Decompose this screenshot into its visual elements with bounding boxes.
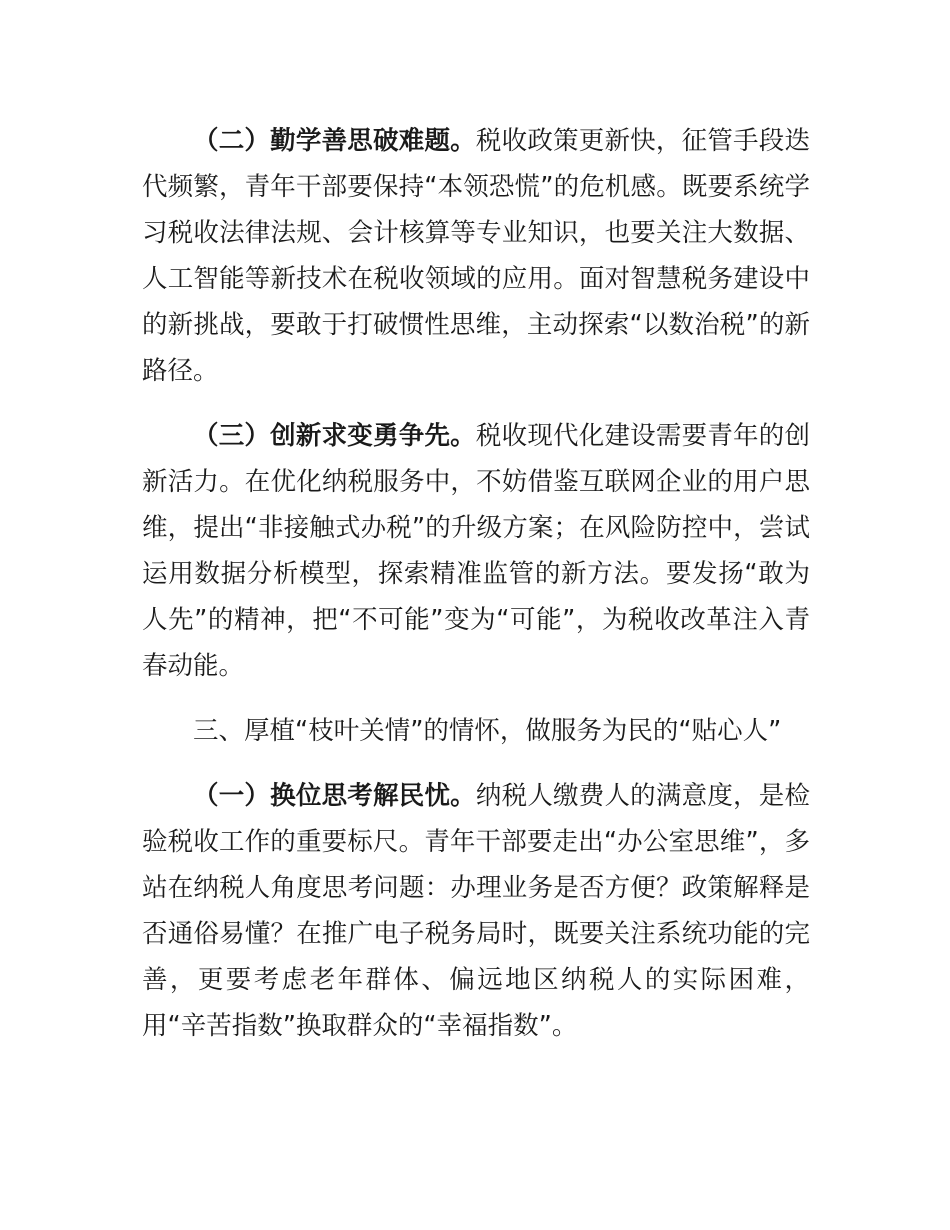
document-body — [142, 118, 810, 1068]
paragraph-text: 税收现代化建设需要青年的创新活力。在优化纳税服务中，不妨借鉴互联网企业的用户思维，提出“非接触式办税”的升级方案；在风险防控中，尝试运用数据分析模型，探索精准监管的新方法。要发扬“敢为人先”的精神，把“不可能”变为“可能”，为税收改革注入青春动能。 — [142, 421, 810, 681]
paragraph-empathy — [142, 773, 810, 1049]
paragraph-heading: （一）换位思考解民忧。 — [193, 781, 476, 811]
section-title: 三、厚植“枝叶关情”的情怀，做服务为民的“贴心人” — [193, 716, 782, 746]
paragraph-heading: （二）勤学善思破难题。 — [193, 126, 476, 156]
paragraph-heading: （三）创新求变勇争先。 — [193, 421, 476, 451]
paragraph-text: 纳税人缴费人的满意度，是检验税收工作的重要标尺。青年干部要走出“办公室思维”，多站在纳税人角度思考问题：办理业务是否方便？政策解释是否通俗易懂？在推广电子税务局时，既要关注系统功能的完善，更要考虑老年群体、偏远地区纳税人的实际困难，用“辛苦指数”换取群众的“幸福指数”。 — [142, 781, 810, 1041]
paragraph-study — [142, 118, 810, 394]
paragraph-innovation — [142, 413, 810, 689]
paragraph-text: 税收政策更新快，征管手段迭代频繁，青年干部要保持“本领恐慌”的危机感。既要系统学习税收法律法规、会计核算等专业知识，也要关注大数据、人工智能等新技术在税收领域的应用。面对智慧税务建设中的新挑战，要敢于打破惯性思维，主动探索“以数治税”的新路径。 — [142, 126, 810, 386]
